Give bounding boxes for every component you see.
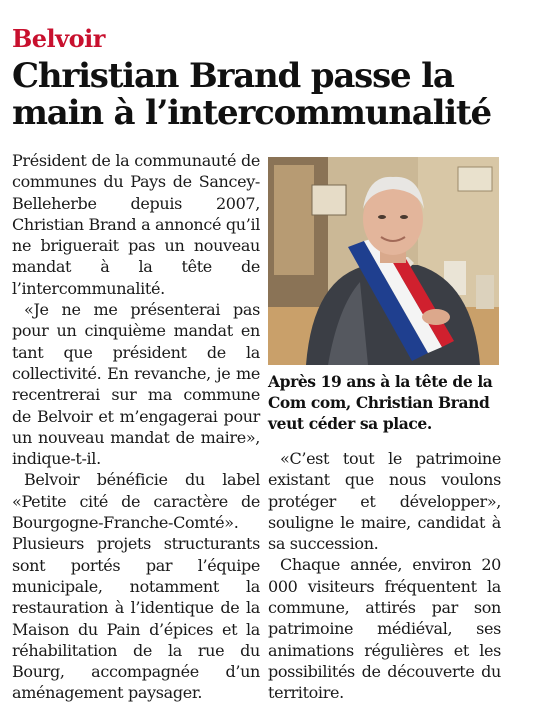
paragraph-heritage: «C’est tout le patrimoine existant que nous voulons protéger et développer», souligne le maire, candidat à sa succession. — [268, 449, 501, 554]
section-kicker: Belvoir — [12, 24, 105, 53]
paragraph-quote: «Je ne me présenterai pas pour un cinquième mandat en tant que président de la collectivité. En revanche, je me recentrerai sur ma commune de Belvoir et m’engagerai pour un nouveau mandat de maire», indique-t-il. — [12, 300, 260, 469]
paragraph-intro: Président de la communauté de communes du Pays de Sancey-Belleherbe depuis 2007, Christian Brand a annoncé qu’il ne briguerait pas un nouveau mandat à la tête de l’intercommunalité. — [12, 151, 260, 298]
photo-caption: Après 19 ans à la tête de la Com com, Christian Brand veut céder sa place. — [268, 372, 493, 433]
article-headline: Christian Brand passe la main à l’intercommunalité — [12, 56, 491, 133]
article-body-left — [12, 150, 260, 704]
article-body-right — [268, 448, 501, 704]
paragraph-visitors: Chaque année, environ 20 000 visiteurs fréquentent la commune, attirés par son patrimoine médiéval, ses animations régulières et les possibilités de découverte du territoire. — [268, 555, 501, 703]
portrait-illustration — [268, 157, 499, 365]
article-photo — [268, 157, 499, 365]
paragraph-label: Belvoir bénéficie du label «Petite cité de caractère de Bourgogne-Franche-Comté». Plusieurs projets structurants sont portés par l’équipe municipale, notamment la restauration à l’identique de la Maison du Pain d’épices et la réhabilitation de la rue du Bourg, accompagnée d’un aménagement paysager. — [12, 470, 260, 703]
